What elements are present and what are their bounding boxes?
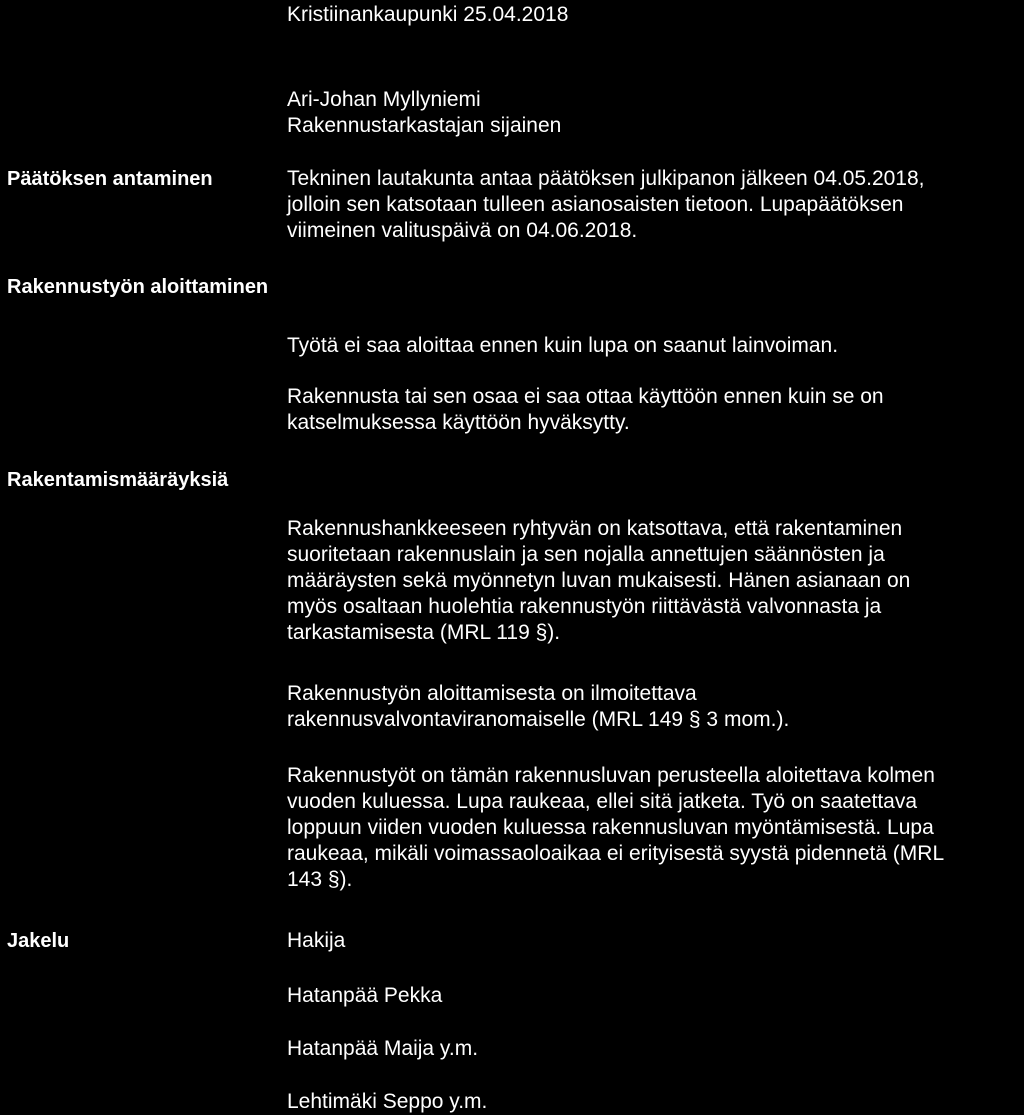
signer-name: Ari-Johan Myllyniemi [287,88,481,111]
decision-paragraph [287,166,1022,244]
paragraph-line: Rakennushankkeeseen ryhtyvän on katsottava, että rakentaminen [287,517,903,540]
regulations-paragraph-3 [287,763,1022,893]
signer-title: Rakennustarkastajan sijainen [287,114,562,137]
paragraph-line: vuoden kuluessa. Lupa raukeaa, ellei sitä jatketa. Työ on saatettava [287,790,918,813]
start-heading: Rakennustyön aloittaminen [7,276,269,298]
paragraph-line: Rakennustyöt on tämän rakennusluvan perusteella aloitettava kolmen [287,764,935,787]
start-paragraph-1 [287,333,1022,359]
distribution-recipient: Hakija [287,929,346,952]
paragraph-line: myös osaltaan huolehtia rakennustyön riittävästä valvonnasta ja [287,595,882,618]
distribution-heading: Jakelu [7,930,70,952]
regulations-paragraph-1 [287,516,1022,646]
regulations-paragraph-2 [287,681,1022,733]
start-paragraph-2 [287,384,1022,436]
paragraph-line: viimeinen valituspäivä on 04.06.2018. [287,219,638,242]
paragraph-line: 143 §). [287,868,353,891]
paragraph-line: suoritetaan rakennuslain ja sen nojalla annettujen säännösten ja [287,543,885,566]
place-date: Kristiinankaupunki 25.04.2018 [287,3,569,26]
paragraph-line: katselmuksessa käyttöön hyväksytty. [287,411,630,434]
paragraph-line: Työtä ei saa aloittaa ennen kuin lupa on saanut lainvoiman. [287,334,839,357]
decision-heading: Päätöksen antaminen [7,168,213,190]
distribution-recipient: Lehtimäki Seppo y.m. [287,1090,488,1113]
paragraph-line: tarkastamisesta (MRL 119 §). [287,621,561,644]
paragraph-line: rakennusvalvontaviranomaiselle (MRL 149 § 3 mom.). [287,708,790,731]
distribution-recipient: Hatanpää Pekka [287,984,443,1007]
distribution-recipient: Hatanpää Maija y.m. [287,1037,479,1060]
paragraph-line: raukeaa, mikäli voimassaoloaikaa ei erityisestä syystä pidennetä (MRL [287,842,945,865]
paragraph-line: Tekninen lautakunta antaa päätöksen julkipanon jälkeen 04.05.2018, [287,167,925,190]
paragraph-line: Rakennustyön aloittamisesta on ilmoitettava [287,682,697,705]
regulations-heading: Rakentamismääräyksiä [7,469,229,491]
paragraph-line: määräysten sekä myönnetyn luvan mukaisesti. Hänen asianaan on [287,569,911,592]
paragraph-line: jolloin sen katsotaan tulleen asianosaisten tietoon. Lupapäätöksen [287,193,904,216]
paragraph-line: Rakennusta tai sen osaa ei saa ottaa käyttöön ennen kuin se on [287,385,884,408]
paragraph-line: loppuun viiden vuoden kuluessa rakennusluvan myöntämisestä. Lupa [287,816,934,839]
